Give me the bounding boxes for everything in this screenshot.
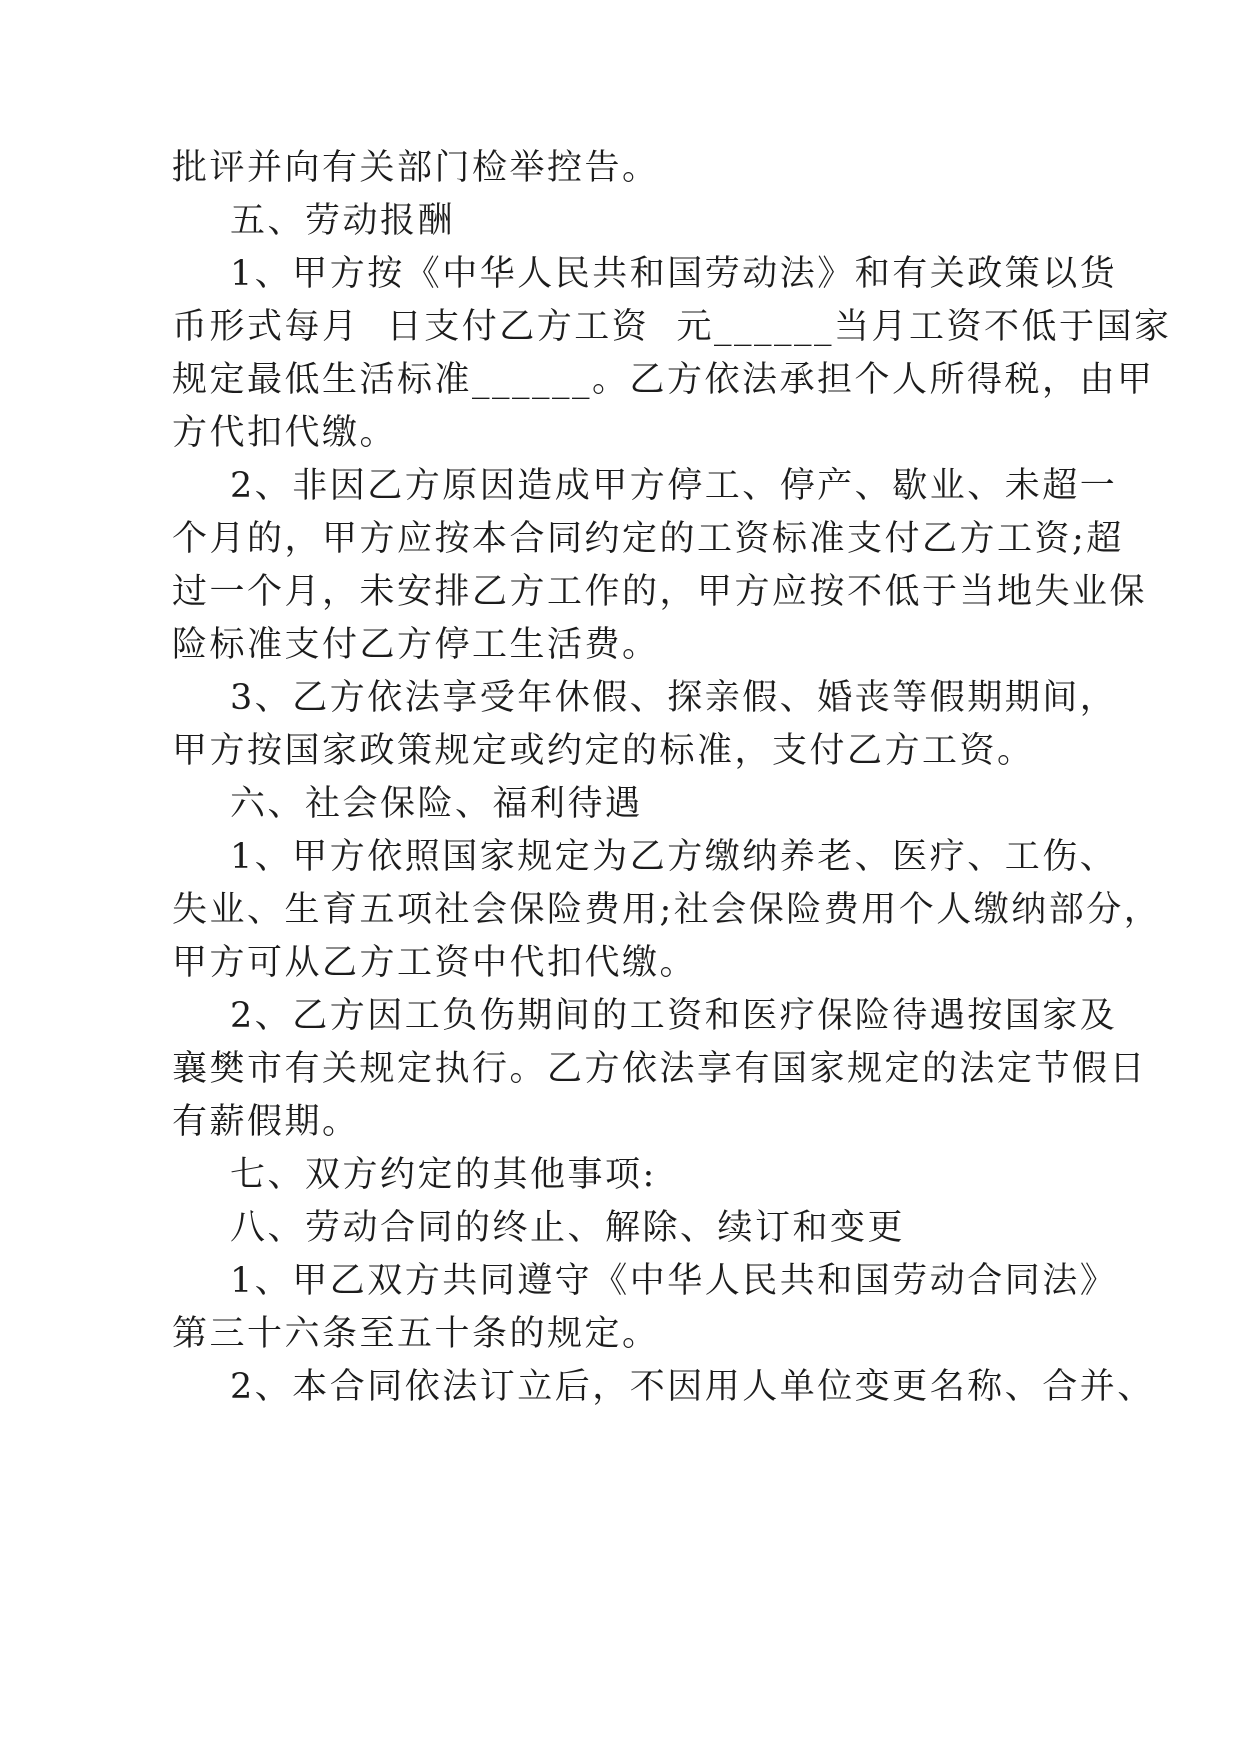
text-line: 2、乙方因工负伤期间的工资和医疗保险待遇按国家及 [230,996,1118,1036]
text-line: 个月的，甲方应按本合同约定的工资标准支付乙方工资;超 [172,519,1124,559]
section-heading: 七、双方约定的其他事项: [230,1155,657,1195]
section-heading: 八、劳动合同的终止、解除、续订和变更 [230,1208,906,1248]
text-line: 规定最低生活标准______。乙方依法承担个人所得税，由甲 [172,360,1155,400]
text-line: 有薪假期。 [172,1102,360,1142]
text-line: 甲方可从乙方工资中代扣代缴。 [172,943,698,983]
section-heading: 五、劳动报酬 [230,201,456,241]
text-line: 批评并向有关部门检举控告。 [172,148,660,188]
text-line: 2、非因乙方原因造成甲方停工、停产、歇业、未超一 [230,466,1118,506]
text-line: 币形式每月 日支付乙方工资 元______当月工资不低于国家 [172,307,1172,347]
text-line: 第三十六条至五十条的规定。 [172,1314,660,1354]
text-line: 过一个月，未安排乙方工作的，甲方应按不低于当地失业保 [172,572,1148,612]
text-line: 3、乙方依法享受年休假、探亲假、婚丧等假期期间， [230,678,1118,718]
text-line: 1、甲乙双方共同遵守《中华人民共和国劳动合同法》 [230,1261,1118,1301]
text-line: 险标准支付乙方停工生活费。 [172,625,660,665]
text-line: 甲方按国家政策规定或约定的标准，支付乙方工资。 [172,731,1035,771]
section-heading: 六、社会保险、福利待遇 [230,784,643,824]
text-line: 方代扣代缴。 [172,413,398,453]
text-line: 1、甲方依照国家规定为乙方缴纳养老、医疗、工伤、 [230,837,1118,877]
text-line: 襄樊市有关规定执行。乙方依法享有国家规定的法定节假日 [172,1049,1148,1089]
text-line: 2、本合同依法订立后，不因用人单位变更名称、合并、 [230,1367,1155,1407]
text-line: 失业、生育五项社会保险费用;社会保险费用个人缴纳部分， [172,890,1162,930]
text-line: 1、甲方按《中华人民共和国劳动法》和有关政策以货 [230,254,1118,294]
